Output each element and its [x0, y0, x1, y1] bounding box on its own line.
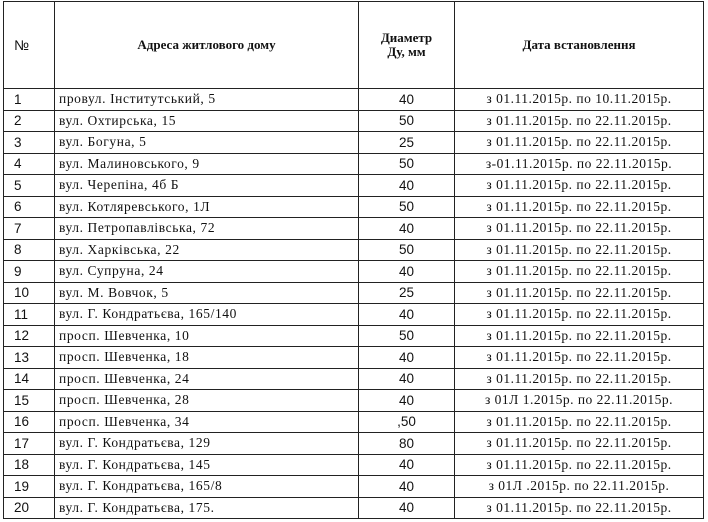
header-install-date: Дата встановлення [455, 2, 704, 89]
table-row [4, 110, 704, 132]
row-install-date: з 01.11.2015р. по 22.11.2015р. [455, 261, 704, 283]
row-diameter: 40 [359, 218, 455, 240]
row-address: просп. Шевченка, 10 [55, 325, 359, 347]
row-address: вул. Охтирська, 15 [55, 110, 359, 132]
row-number: 7 [4, 218, 55, 240]
row-install-date: з 01.11.2015р. по 22.11.2015р. [455, 239, 704, 261]
row-address: вул. Богуна, 5 [55, 132, 359, 154]
table-row [4, 132, 704, 154]
row-install-date: з 01.11.2015р. по 22.11.2015р. [455, 497, 704, 519]
row-diameter: 40 [359, 497, 455, 519]
row-number: 9 [4, 261, 55, 283]
row-number: 1 [4, 89, 55, 111]
table-row [4, 411, 704, 433]
row-address: вул. Г. Кондратьєва, 145 [55, 454, 359, 476]
row-address: вул. Петропавлівська, 72 [55, 218, 359, 240]
row-diameter: 50 [359, 325, 455, 347]
row-install-date: з 01.11.2015р. по 22.11.2015р. [455, 433, 704, 455]
table-row [4, 239, 704, 261]
row-diameter: 40 [359, 390, 455, 412]
table-row [4, 476, 704, 498]
row-address: вул. Г. Кондратьєва, 165/8 [55, 476, 359, 498]
row-diameter: 40 [359, 89, 455, 111]
header-diameter-line2: Ду, мм [387, 44, 426, 59]
row-diameter: 50 [359, 196, 455, 218]
row-number: 14 [4, 368, 55, 390]
row-address: просп. Шевченка, 28 [55, 390, 359, 412]
row-number: 3 [4, 132, 55, 154]
row-install-date: з 01.11.2015р. по 22.11.2015р. [455, 325, 704, 347]
row-diameter: 40 [359, 476, 455, 498]
table-row [4, 218, 704, 240]
header-diameter [359, 2, 455, 89]
row-address: вул. Котляревського, 1Л [55, 196, 359, 218]
table-row [4, 390, 704, 412]
row-number: 5 [4, 175, 55, 197]
row-diameter: 40 [359, 347, 455, 369]
row-address: вул. Харківська, 22 [55, 239, 359, 261]
row-address: просп. Шевченка, 18 [55, 347, 359, 369]
row-number: 8 [4, 239, 55, 261]
header-address: Адреса житлового дому [55, 2, 359, 89]
row-number: 16 [4, 411, 55, 433]
table-row [4, 433, 704, 455]
row-address: провул. Інститутський, 5 [55, 89, 359, 111]
row-diameter: 40 [359, 175, 455, 197]
row-install-date: з 01.11.2015р. по 22.11.2015р. [455, 218, 704, 240]
row-diameter: 40 [359, 261, 455, 283]
header-number: № [4, 2, 55, 89]
row-diameter: 40 [359, 454, 455, 476]
row-address: вул. Черепіна, 4б Б [55, 175, 359, 197]
table-row [4, 282, 704, 304]
row-diameter: 25 [359, 282, 455, 304]
row-number: 18 [4, 454, 55, 476]
row-diameter: ,50 [359, 411, 455, 433]
row-install-date: з 01.11.2015р. по 22.11.2015р. [455, 110, 704, 132]
row-address: вул. Малиновського, 9 [55, 153, 359, 175]
row-number: 6 [4, 196, 55, 218]
table-row [4, 347, 704, 369]
table-row [4, 89, 704, 111]
row-install-date: з 01.11.2015р. по 22.11.2015р. [455, 304, 704, 326]
row-address: просп. Шевченка, 34 [55, 411, 359, 433]
table-row [4, 368, 704, 390]
row-diameter: 50 [359, 153, 455, 175]
table-body [4, 89, 704, 519]
table-row [4, 497, 704, 519]
row-number: 4 [4, 153, 55, 175]
table-row [4, 196, 704, 218]
row-number: 10 [4, 282, 55, 304]
row-install-date: з 01.11.2015р. по 22.11.2015р. [455, 282, 704, 304]
header-diameter-line1: Диаметр [380, 30, 433, 45]
row-number: 11 [4, 304, 55, 326]
row-address: вул. Г. Кондратьєва, 175. [55, 497, 359, 519]
row-address: вул. Г. Кондратьєва, 129 [55, 433, 359, 455]
row-install-date: з 01.11.2015р. по 22.11.2015р. [455, 411, 704, 433]
row-number: 17 [4, 433, 55, 455]
row-install-date: з 01.11.2015р. по 22.11.2015р. [455, 368, 704, 390]
row-address: вул. Супруна, 24 [55, 261, 359, 283]
row-install-date: з 01.11.2015р. по 22.11.2015р. [455, 196, 704, 218]
row-diameter: 25 [359, 132, 455, 154]
row-address: вул. Г. Кондратьєва, 165/140 [55, 304, 359, 326]
table-row [4, 153, 704, 175]
row-diameter: 40 [359, 368, 455, 390]
row-number: 19 [4, 476, 55, 498]
table-row [4, 454, 704, 476]
row-install-date: з 01.11.2015р. по 22.11.2015р. [455, 454, 704, 476]
row-address: вул. М. Вовчок, 5 [55, 282, 359, 304]
table-row [4, 261, 704, 283]
row-install-date: з 01Л .2015р. по 22.11.2015р. [455, 476, 704, 498]
row-diameter: 40 [359, 304, 455, 326]
table-row [4, 304, 704, 326]
row-install-date: з 01.11.2015р. по 22.11.2015р. [455, 347, 704, 369]
table-row [4, 175, 704, 197]
row-diameter: 50 [359, 239, 455, 261]
row-diameter: 50 [359, 110, 455, 132]
row-install-date: з-01.11.2015р. по 22.11.2015р. [455, 153, 704, 175]
row-number: 15 [4, 390, 55, 412]
table-row [4, 325, 704, 347]
table-header [4, 2, 704, 89]
row-number: 20 [4, 497, 55, 519]
row-diameter: 80 [359, 433, 455, 455]
row-address: просп. Шевченка, 24 [55, 368, 359, 390]
row-install-date: з 01Л 1.2015р. по 22.11.2015р. [455, 390, 704, 412]
row-number: 13 [4, 347, 55, 369]
row-number: 2 [4, 110, 55, 132]
meters-table [3, 1, 704, 519]
row-number: 12 [4, 325, 55, 347]
row-install-date: з 01.11.2015р. по 10.11.2015р. [455, 89, 704, 111]
row-install-date: з 01.11.2015р. по 22.11.2015р. [455, 175, 704, 197]
row-install-date: з 01.11.2015р. по 22.11.2015р. [455, 132, 704, 154]
